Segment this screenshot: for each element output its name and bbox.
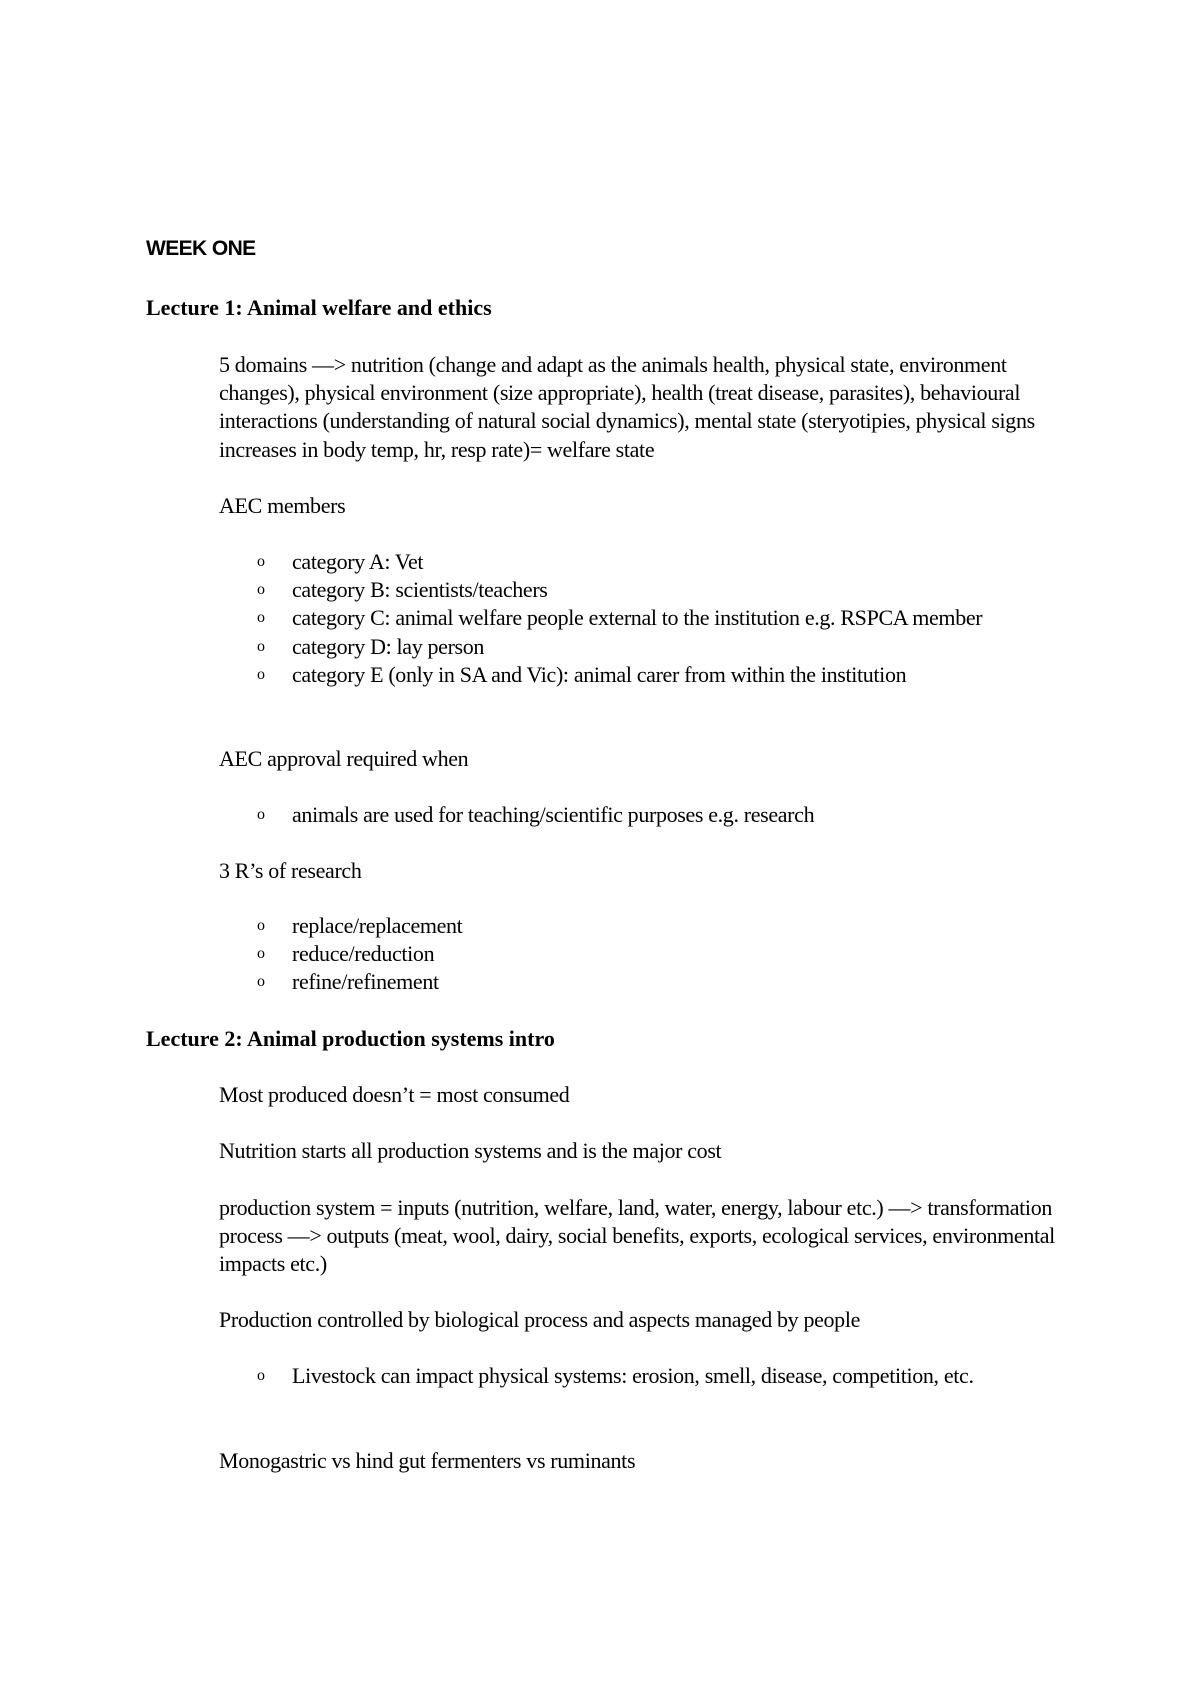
bullet-marker: o	[257, 609, 265, 627]
list-item	[219, 576, 1079, 604]
list-item	[219, 940, 1079, 968]
aec-members-label: AEC members	[219, 493, 346, 518]
list-item-text: animals are used for teaching/scientific purposes e.g. research	[292, 802, 815, 827]
bullet-marker: o	[257, 665, 265, 683]
aec-approval-list	[219, 801, 1079, 829]
list-item-text: category B: scientists/teachers	[292, 577, 548, 603]
list-item-text: replace/replacement	[292, 913, 463, 938]
list-item	[219, 912, 1079, 940]
aec-approval-label: AEC approval required when	[219, 746, 469, 771]
three-rs-label: 3 R’s of research	[219, 858, 362, 883]
bullet-marker: o	[257, 581, 265, 599]
list-item-text: category D: lay person	[292, 633, 485, 659]
list-item	[219, 801, 1079, 829]
list-item-text: reduce/reduction	[292, 941, 435, 967]
bullet-marker: o	[257, 553, 265, 570]
list-item-text: category E (only in SA and Vic): animal carer from within the institution	[292, 661, 907, 687]
bullet-marker: o	[257, 637, 265, 655]
aec-members-list	[219, 548, 1079, 689]
list-item	[219, 661, 1079, 689]
list-item-text: Livestock can impact physical systems: erosion, smell, disease, competition, etc.	[292, 1363, 974, 1388]
lecture-2-paragraph-2: Nutrition starts all production systems and is the major cost	[219, 1138, 722, 1163]
bullet-marker: o	[257, 973, 265, 991]
list-item	[219, 1362, 1079, 1390]
lecture-2-paragraph-5: Monogastric vs hind gut fermenters vs ruminants	[219, 1448, 636, 1473]
bullet-marker: o	[257, 945, 265, 963]
five-domains-paragraph: 5 domains —> nutrition (change and adapt as the animals health, physical state, environment changes), physical environment (size appropriate), health (treat disease, parasites), behavioural interactions (understanding of natural social dynamics), mental state (steryotipies, physical signs increases in body temp, hr, resp rate)= welfare state	[219, 352, 1035, 462]
bullet-marker: o	[257, 917, 265, 934]
bullet-marker: o	[257, 1367, 265, 1384]
lecture-2-paragraph-4: Production controlled by biological process and aspects managed by people	[219, 1307, 860, 1332]
production-system-paragraph: production system = inputs (nutrition, welfare, land, water, energy, labour etc.) —> transformation process —> outputs (meat, wool, dairy, social benefits, exports, ecological services, environmental impacts etc.)	[219, 1195, 1055, 1277]
list-item	[219, 548, 1079, 576]
bullet-marker: o	[257, 806, 265, 823]
week-heading: WEEK ONE	[146, 237, 256, 260]
three-rs-list	[219, 912, 1079, 997]
list-item-text: category A: Vet	[292, 549, 424, 574]
lecture-2-paragraph-1: Most produced doesn’t = most consumed	[219, 1082, 570, 1107]
list-item-text: category C: animal welfare people external to the institution e.g. RSPCA member	[292, 605, 983, 631]
list-item-text: refine/refinement	[292, 969, 439, 995]
list-item	[219, 968, 1079, 996]
lecture-2-heading: Lecture 2: Animal production systems intro	[146, 1026, 555, 1051]
list-item	[219, 633, 1079, 661]
livestock-impact-list	[219, 1362, 1079, 1390]
list-item	[219, 604, 1079, 632]
lecture-1-heading: Lecture 1: Animal welfare and ethics	[146, 295, 492, 320]
